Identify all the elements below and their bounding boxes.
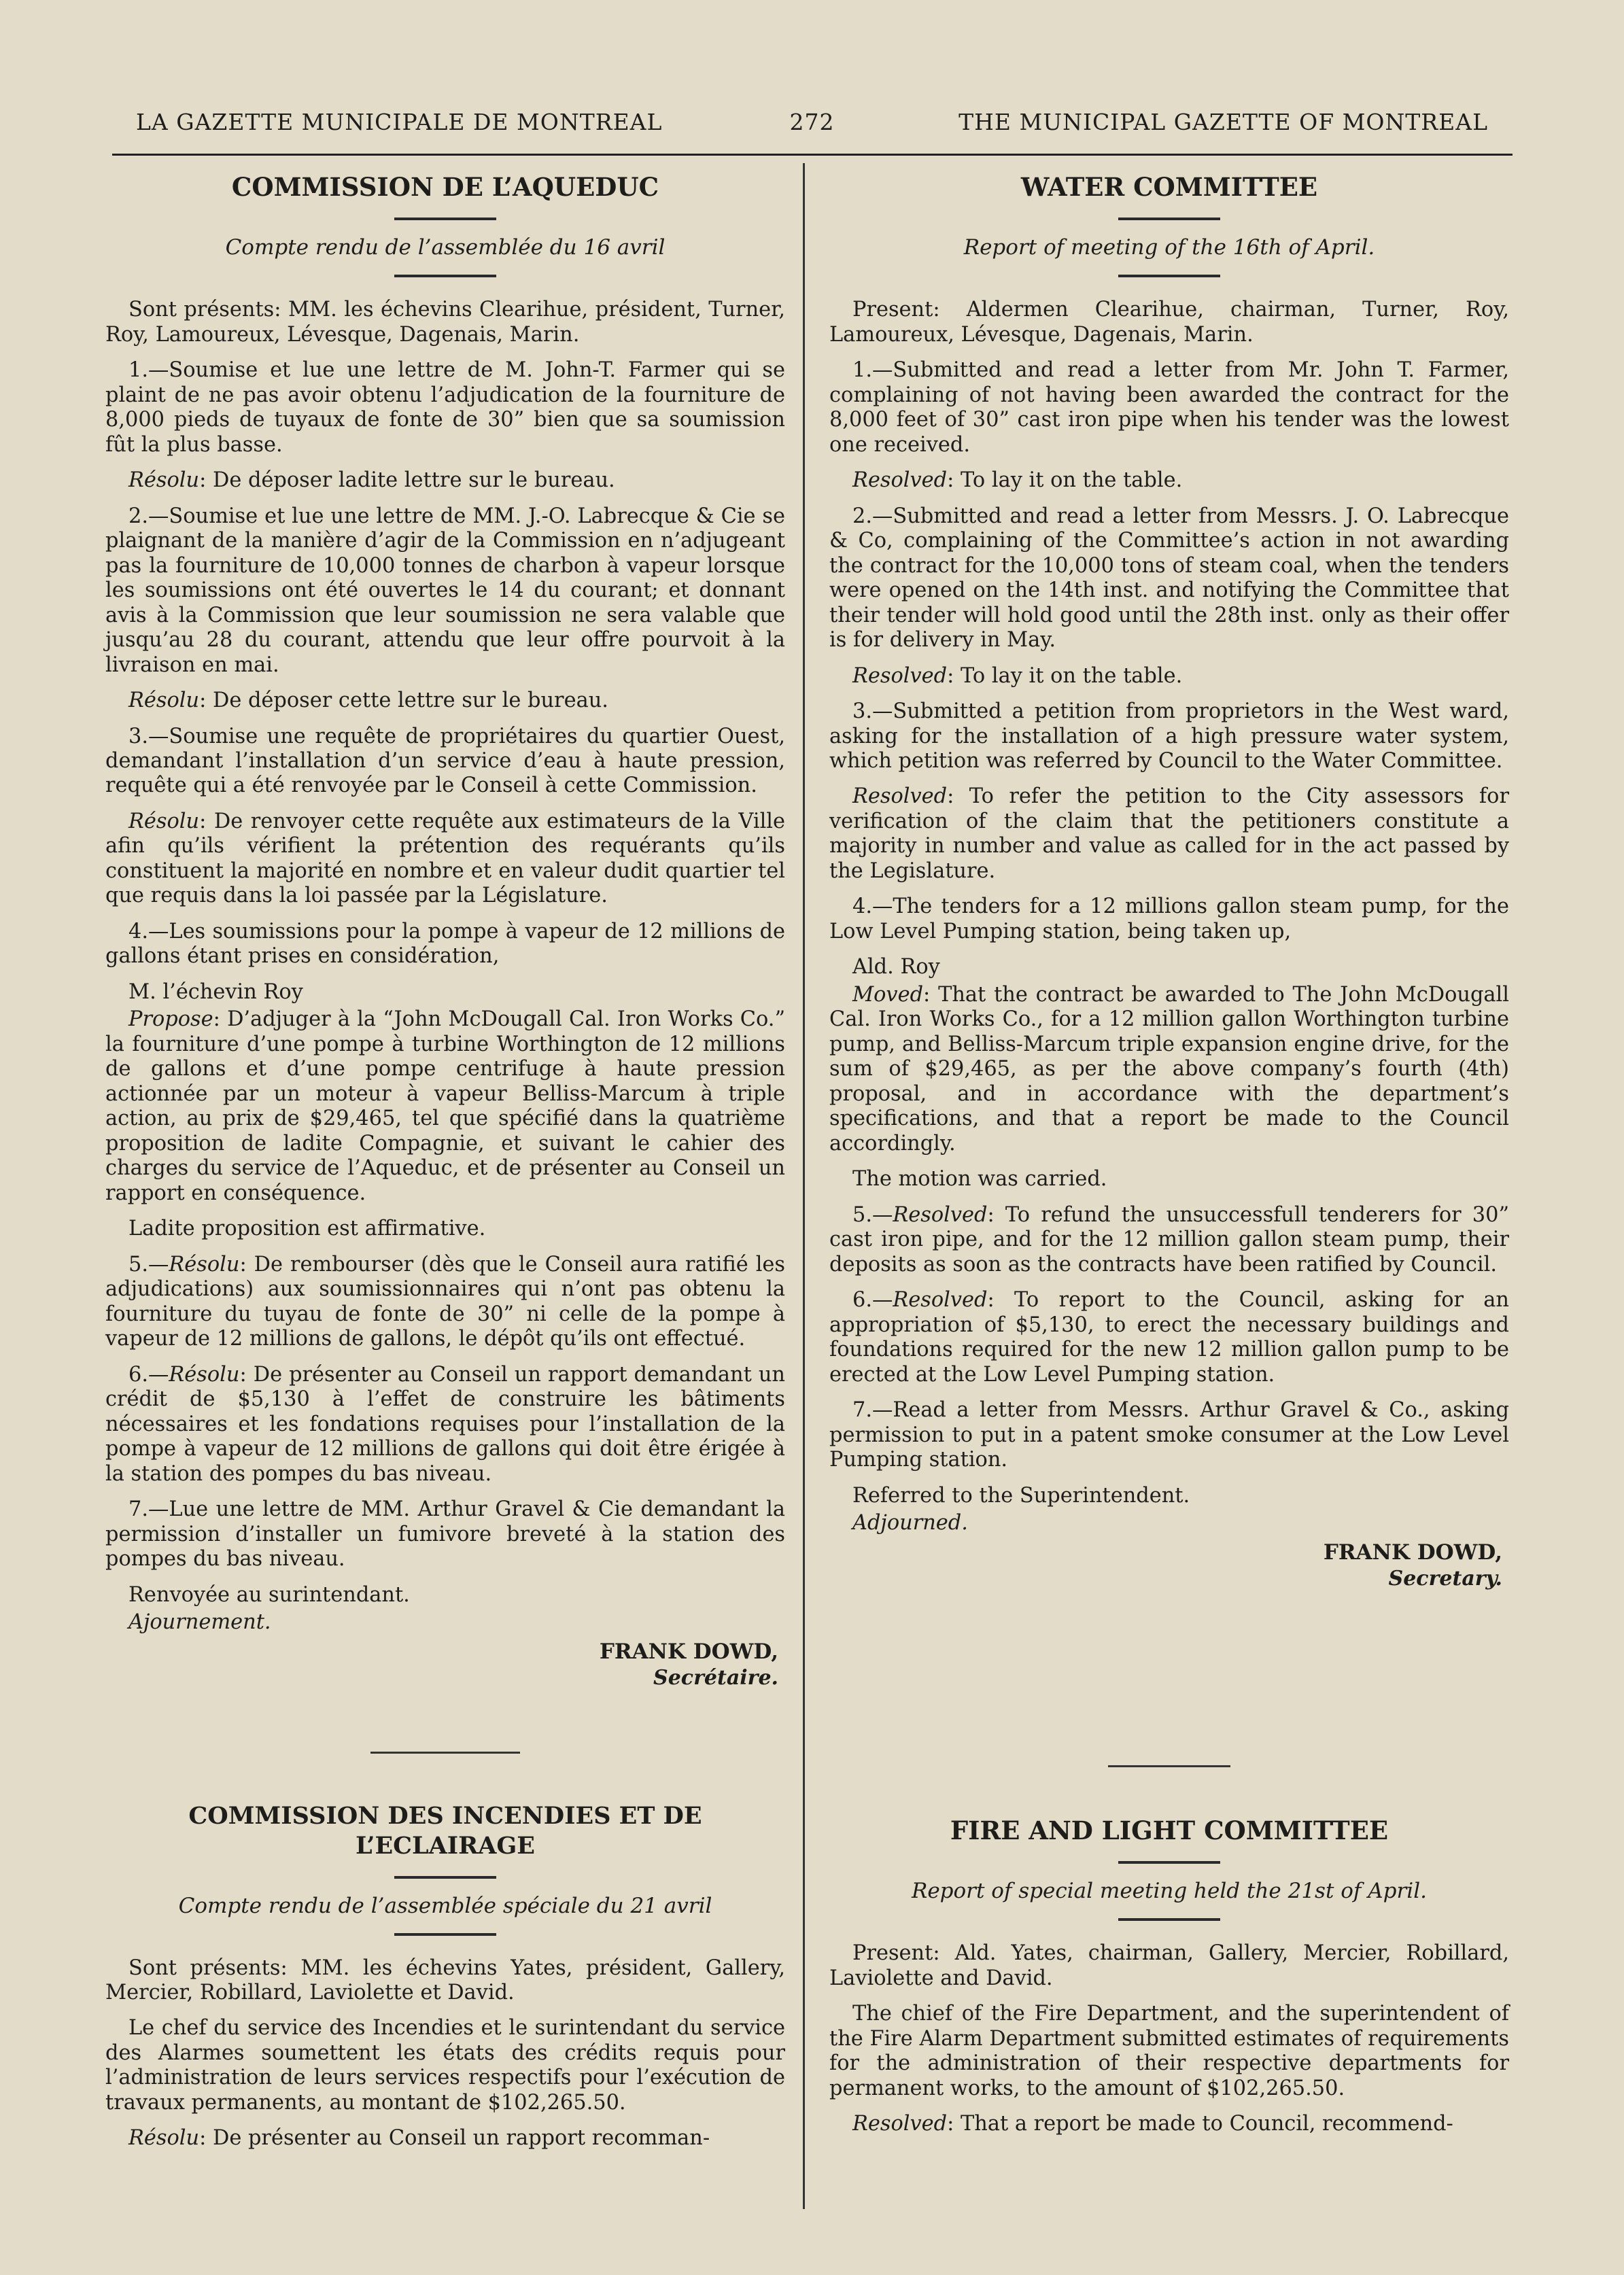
french-column — [105, 171, 785, 2151]
header-english-title: THE MUNICIPAL GAZETTE OF MONTREAL — [958, 109, 1488, 135]
section-subtitle: Report of special meeting held the 21st of April. — [911, 1879, 1427, 1904]
paragraph: 5.—Résolu: De rembourser (dès que le Conseil aura ratifié les adjudications) aux soumissionnaires qui n’ont pas obtenu la fourniture du tuyau de fonte de 30” ni celle de la pompe à vapeur de 12 millions de gallons, le dépôt qu’ils ont effectué. — [105, 1252, 785, 1351]
paragraph: Ladite proposition est affirmative. — [128, 1217, 486, 1241]
resolution-label: Résolu — [169, 1252, 240, 1277]
section-separator — [370, 1752, 520, 1754]
section-title: WATER COMMITTEE — [1020, 172, 1318, 202]
paragraph: Ajournement. — [128, 1610, 271, 1635]
paragraph: The motion was carried. — [852, 1167, 1107, 1192]
paragraph: Sont présents: MM. les échevins Yates, président, Gallery, Mercier, Robillard, Laviolette et David. — [105, 1956, 785, 2004]
section-title: FIRE AND LIGHT COMMITTEE — [950, 1816, 1389, 1845]
resolution-label: Resolved — [893, 1202, 988, 1227]
paragraph: 4.—Les soumissions pour la pompe à vapeur de 12 millions de gallons étant prises en considération, — [105, 919, 785, 969]
paragraph: 7.—Lue une lettre de MM. Arthur Gravel & Cie demandant la permission d’installer un fumivore breveté à la station des pompes du bas niveau. — [105, 1497, 785, 1571]
subtitle-rule — [394, 275, 496, 277]
paragraph: Le chef du service des Incendies et le surintendant du service des Alarmes soumettent les états des crédits requis pour l’administration de leurs services respectifs pour l’exécution de travaux permanents, au montant de $102,265.50. — [105, 2016, 785, 2115]
resolution-label: Résolu — [128, 809, 200, 833]
resolution-label: Resolved — [852, 468, 948, 493]
paragraph: Present: Aldermen Clearihue, chairman, Turner, Roy, Lamoureux, Lévesque, Dagenais, Marin. — [829, 298, 1509, 347]
signature-role: Secretary. — [1388, 1567, 1502, 1591]
paragraph: 3.—Soumise une requête de propriétaires du quartier Ouest, demandant l’installation d’un service d’eau à haute pression, requête qui a été renvoyée par le Conseil à cette Commission. — [105, 724, 785, 798]
page-header — [112, 109, 1512, 143]
paragraph: Resolved: To lay it on the table. — [852, 468, 1183, 493]
subtitle-rule — [394, 1933, 496, 1936]
title-rule — [1118, 218, 1220, 220]
resolution-label: Resolved — [852, 784, 948, 809]
resolution-label: Moved — [852, 982, 924, 1007]
paragraph: Resolved: To lay it on the table. — [852, 663, 1183, 688]
paragraph: Adjourned. — [852, 1511, 968, 1535]
paragraph: M. l’échevin Roy — [128, 979, 303, 1004]
section-separator — [1108, 1765, 1230, 1767]
subtitle-rule — [1118, 275, 1220, 277]
paragraph: The chief of the Fire Department, and the superintendent of the Fire Alarm Department submitted estimates of requirements for the administration of their respective departments for permanent works, to the amount of $102,265.50. — [829, 2002, 1509, 2100]
paragraph: Sont présents: MM. les échevins Clearihue, président, Turner, Roy, Lamoureux, Lévesque, Dagenais, Marin. — [105, 298, 785, 347]
paragraph: Resolved: To refer the petition to the City assessors for verification of the claim that the petitioners constitute a majority in number and value as called for in the act passed by the Legislature. — [829, 784, 1509, 883]
resolution-label: Résolu — [128, 689, 200, 713]
paragraph: Résolu: De présenter au Conseil un rapport recomman- — [128, 2126, 710, 2151]
title-rule — [394, 1876, 496, 1879]
paragraph: Present: Ald. Yates, chairman, Gallery, Mercier, Robillard, Laviolette and David. — [829, 1941, 1509, 1990]
page-number: 272 — [789, 109, 835, 135]
paragraph: Ald. Roy — [852, 955, 940, 979]
paragraph: 3.—Submitted a petition from proprietors in the West ward, asking for the installation of a high pressure water system, which petition was referred by Council to the Water Committee. — [829, 699, 1509, 773]
paragraph: Résolu: De déposer ladite lettre sur le bureau. — [128, 468, 615, 493]
aqueduc-section — [105, 171, 785, 1690]
incendies-section — [105, 1752, 785, 2162]
paragraph: Propose: D’adjuger à la “John McDougall Cal. Iron Works Co.” la fourniture d’une pompe à turbine Worthington de 12 millions de gallons et d’une pompe centrifuge à haute pression actionnée par un moteur à vapeur Belliss-Marcum à triple action, au prix de $29,465, tel que spécifié dans la quatrième proposition de ladite Compagnie, et suivant le cahier des charges du service de l’Aqueduc, et de présenter au Conseil un rapport en conséquence. — [105, 1007, 785, 1205]
resolution-label: Resolved — [893, 1288, 988, 1313]
paragraph: Résolu: De renvoyer cette requête aux estimateurs de la Ville afin qu’ils vérifient la prétention des requérants qu’ils constituent la majorité en nombre et en valeur dudit quartier tel que requis dans la loi passée par la Législature. — [105, 809, 785, 908]
section-subtitle: Compte rendu de l’assemblée du 16 avril — [225, 235, 666, 260]
paragraph: Referred to the Superintendent. — [852, 1483, 1190, 1508]
english-column — [829, 171, 1509, 2136]
signature-name: FRANK DOWD, — [1323, 1540, 1502, 1565]
resolution-label: Résolu — [128, 468, 200, 493]
paragraph: 6.—Resolved: To report to the Council, asking for an appropriation of $5,130, to erect the necessary buildings and foundations required for the new 12 million gallon pump to be erected at the Low Level Pumping station. — [829, 1288, 1509, 1387]
section-subtitle: Report of meeting of the 16th of April. — [963, 235, 1375, 260]
subtitle-rule — [1118, 1918, 1220, 1921]
title-rule — [1118, 1861, 1220, 1864]
paragraph: Renvoyée au surintendant. — [128, 1582, 410, 1607]
paragraph: 1.—Submitted and read a letter from Mr. John T. Farmer, complaining of not having been awarded the contract for the 8,000 feet of 30” cast iron pipe when his tender was the lowest one received. — [829, 358, 1509, 457]
paragraph: 2.—Soumise et lue une lettre de MM. J.-O. Labrecque & Cie se plaignant de la manière d’agir de la Commission en n’adjugeant pas la fourniture de 10,000 tonnes de charbon à vapeur lorsque les soumissions ont été ouvertes le 14 du courant; et donnant avis à la Commission que leur soumission ne sera valable que jusqu’au 28 du courant, attendu que leur offre pourvoit à la livraison en mai. — [105, 504, 785, 677]
resolution-label: Resolved — [852, 663, 948, 688]
paragraph: 2.—Submitted and read a letter from Messrs. J. O. Labrecque & Co, complaining of the Committee’s action in not awarding the contract for the 10,000 tons of steam coal, when the tenders were opened on the 14th inst. and notifying the Committee that their tender will hold good until the 28th inst. only as their offer is for delivery in May. — [829, 504, 1509, 653]
paragraph: Résolu: De déposer cette lettre sur le bureau. — [128, 689, 608, 713]
column-divider — [803, 163, 805, 2209]
paragraph: 5.—Resolved: To refund the unsuccessfull tenderers for 30” cast iron pipe, and for the 12 million gallon steam pump, their deposits as soon as the contracts have been ratified by Council. — [829, 1202, 1509, 1277]
signature-name: FRANK DOWD, — [599, 1639, 778, 1664]
resolution-label: Propose — [128, 1007, 213, 1032]
section-subtitle: Compte rendu de l’assemblée spéciale du 21 avril — [178, 1893, 712, 1918]
section-title: COMMISSION DES INCENDIES ET DE L’ECLAIRAGE — [188, 1802, 702, 1860]
section-title: COMMISSION DE L’AQUEDUC — [231, 172, 659, 202]
paragraph: 7.—Read a letter from Messrs. Arthur Gravel & Co., asking permission to put in a patent smoke consumer at the Low Level Pumping station. — [829, 1398, 1509, 1472]
water-committee-section — [829, 171, 1509, 1591]
resolution-label: Résolu — [128, 2126, 200, 2151]
signature-role: Secrétaire. — [653, 1666, 778, 1690]
title-rule — [394, 218, 496, 220]
paragraph: 4.—The tenders for a 12 millions gallon steam pump, for the Low Level Pumping station, being taken up, — [829, 895, 1509, 943]
resolution-label: Résolu — [169, 1362, 240, 1387]
fire-light-section — [829, 1765, 1509, 2148]
paragraph: Resolved: That a report be made to Council, recommend- — [852, 2112, 1453, 2136]
resolution-label: Resolved — [852, 2112, 948, 2136]
paragraph: 1.—Soumise et lue une lettre de M. John-T. Farmer qui se plaint de ne pas avoir obtenu l’adjudication de la fourniture de 8,000 pieds de tuyaux de fonte de 30” bien que sa soumission fût la plus basse. — [105, 358, 785, 457]
paragraph: 6.—Résolu: De présenter au Conseil un rapport demandant un crédit de $5,130 à l’effet de construire les bâtiments nécessaires et les fondations requises pour l’installation de la pompe à vapeur de 12 millions de gallons qui doit être érigée à la station des pompes du bas niveau. — [105, 1362, 785, 1486]
header-french-title: LA GAZETTE MUNICIPALE DE MONTREAL — [136, 109, 663, 135]
header-rule — [112, 154, 1513, 156]
paragraph: Moved: That the contract be awarded to The John McDougall Cal. Iron Works Co., for a 12 million gallon Worthington turbine pump, and Belliss-Marcum triple expansion engine drive, for the sum of $29,465, as per the above company’s fourth (4th) proposal, and in accordance with the department’s specifications, and that a report be made to the Council accordingly. — [829, 982, 1509, 1156]
